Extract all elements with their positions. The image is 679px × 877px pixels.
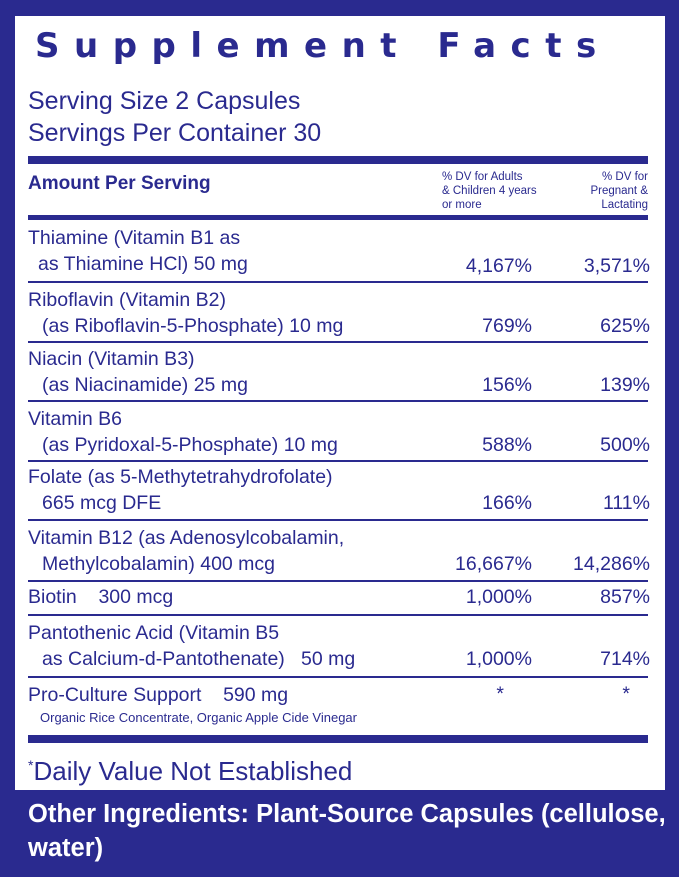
servings-per-container: Servings Per Container 30 xyxy=(28,119,322,147)
nutrient-name: Thiamine (Vitamin B1 as xyxy=(28,227,241,249)
row-divider xyxy=(28,580,648,582)
dv-adults-value: 166% xyxy=(482,492,532,514)
nutrient-detail: (as Niacinamide) 25 mg xyxy=(42,374,248,396)
row-divider xyxy=(28,281,648,283)
dv-adults-value: 769% xyxy=(482,315,532,337)
dv-adults-value: 1,000% xyxy=(465,648,532,670)
header-top-rule xyxy=(28,156,648,164)
dv-pregnant-heading: % DV for Pregnant & Lactating xyxy=(590,171,648,211)
row-divider xyxy=(28,400,648,402)
dv-pregnant-value: 500% xyxy=(600,434,650,456)
nutrient-name: Vitamin B12 (as Adenosylcobalamin, xyxy=(28,527,345,549)
nutrient-detail: 665 mcg DFE xyxy=(42,492,162,514)
dv-pregnant-value: 14,286% xyxy=(573,553,650,575)
dv-pregnant-value: 139% xyxy=(600,374,650,396)
header-bottom-rule xyxy=(28,215,648,220)
row-divider xyxy=(28,614,648,616)
nutrient-name: Riboflavin (Vitamin B2) xyxy=(28,289,226,311)
nutrient-name: Folate (as 5-Methytetrahydrofolate) xyxy=(28,466,333,488)
nutrient-name: Vitamin B6 xyxy=(28,408,122,430)
nutrient-name: Biotin 300 mcg xyxy=(28,586,174,608)
dv-pregnant-value: 3,571% xyxy=(583,255,650,277)
dv-pregnant-value: 714% xyxy=(600,648,650,670)
panel-title: Supplement Facts xyxy=(35,26,611,66)
nutrient-detail: Methylcobalamin) 400 mcg xyxy=(42,553,276,575)
nutrient-detail: (as Riboflavin-5-Phosphate) 10 mg xyxy=(42,315,344,337)
dv-adults-value: 1,000% xyxy=(465,586,532,608)
nutrient-subtext: Organic Rice Concentrate, Organic Apple Cide Vinegar xyxy=(40,710,357,725)
dv-adults-heading: % DV for Adults & Children 4 years or more xyxy=(442,171,537,211)
nutrient-name: Pro-Culture Support 590 mg xyxy=(28,684,289,706)
dv-adults-value: * xyxy=(496,683,504,705)
row-divider xyxy=(28,519,648,521)
amount-per-serving-heading: Amount Per Serving xyxy=(28,173,211,194)
row-divider xyxy=(28,676,648,678)
other-ingredients: Other Ingredients: Plant-Source Capsules (cellulose, water) xyxy=(28,800,666,862)
dv-adults-value: 16,667% xyxy=(455,553,532,575)
dv-adults-value: 4,167% xyxy=(465,255,532,277)
row-divider xyxy=(28,460,648,462)
supplement-facts-panel xyxy=(15,16,665,790)
serving-size: Serving Size 2 Capsules xyxy=(28,87,301,115)
dv-adults-value: 588% xyxy=(482,434,532,456)
nutrient-detail: as Thiamine HCl) 50 mg xyxy=(38,253,248,275)
nutrient-name: Pantothenic Acid (Vitamin B5 xyxy=(28,622,280,644)
table-bottom-rule xyxy=(28,735,648,743)
nutrient-name: Niacin (Vitamin B3) xyxy=(28,348,195,370)
dv-pregnant-value: 857% xyxy=(600,586,650,608)
dv-adults-value: 156% xyxy=(482,374,532,396)
dv-pregnant-value: 625% xyxy=(600,315,650,337)
nutrient-detail: as Calcium-d-Pantothenate) 50 mg xyxy=(42,648,356,670)
row-divider xyxy=(28,341,648,343)
dv-pregnant-value: 111% xyxy=(603,492,650,514)
dv-pregnant-value: * xyxy=(622,683,630,705)
nutrient-detail: (as Pyridoxal-5-Phosphate) 10 mg xyxy=(42,434,338,456)
daily-value-footnote: *Daily Value Not Established xyxy=(28,756,353,786)
